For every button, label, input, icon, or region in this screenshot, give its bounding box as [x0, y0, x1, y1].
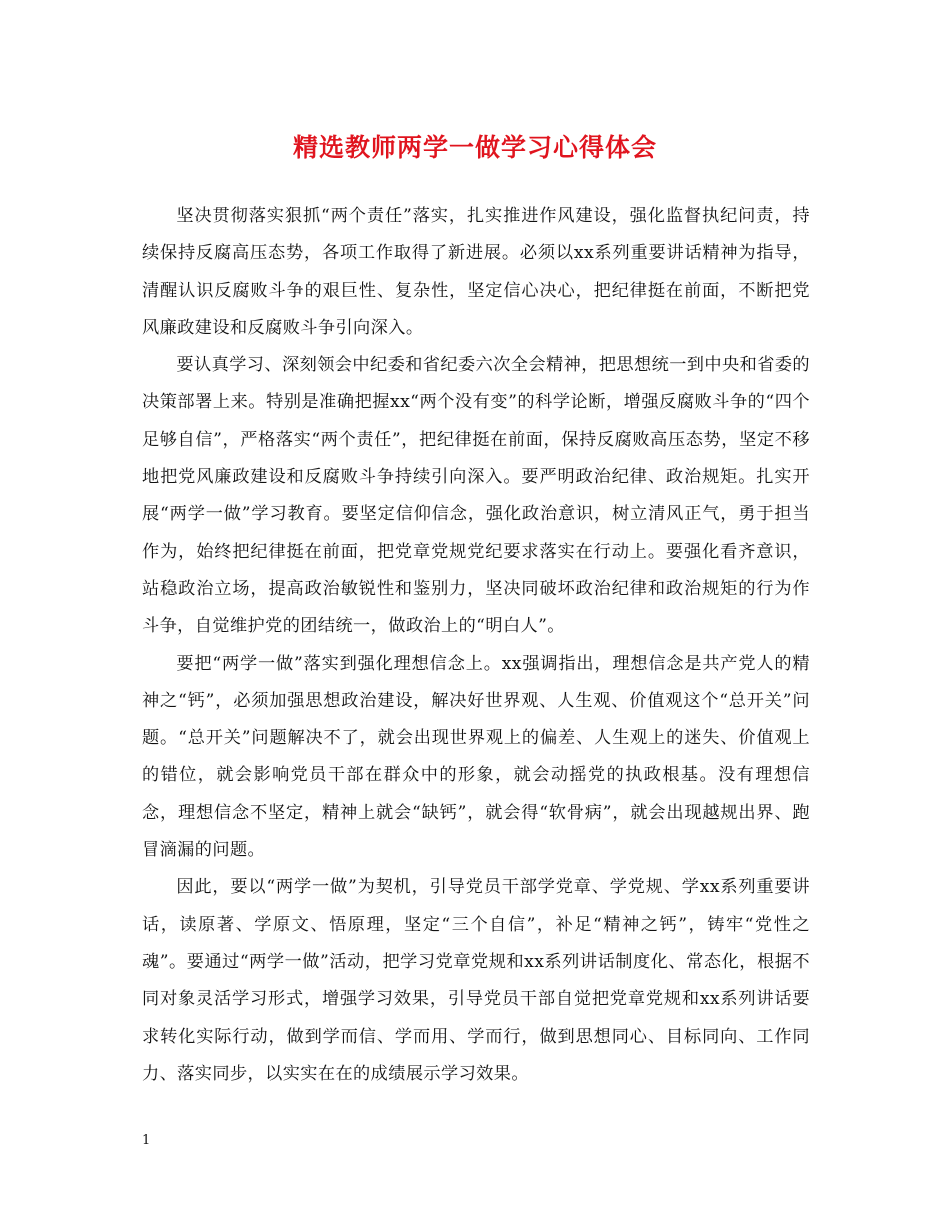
paragraph-2: 要认真学习、深刻领会中纪委和省纪委六次全会精神，把思想统一到中央和省委的决策部署上来。特别是准确把握xx“两个没有变”的科学论断，增强反腐败斗争的“四个足够自信”，严格落实“两个责任”，把纪律挺在前面，保持反腐败高压态势，坚定不移地把党风廉政建设和反腐败斗争持续引向深入。要严明政治纪律、政治规矩。扎实开展“两学一做”学习教育。要坚定信仰信念，强化政治意识，树立清风正气，勇于担当作为，始终把纪律挺在前面，把党章党规党纪要求落实在行动上。要强化看齐意识，站稳政治立场，提高政治敏锐性和鉴别力，坚决同破坏政治纪律和政治规矩的行为作斗争，自觉维护党的团结统一，做政治上的“明白人”。 [142, 355, 810, 637]
paragraph-3: 要把“两学一做”落实到强化理想信念上。xx强调指出，理想信念是共产党人的精神之“钙”，必须加强思想政治建设，解决好世界观、人生观、价值观这个“总开关”问题。“总开关”问题解决不了，就会出现世界观上的偏差、人生观上的迷失、价值观上的错位，就会影响党员干部在群众中的形象，就会动摇党的执政根基。没有理想信念，理想信念不坚定，精神上就会“缺钙”，就会得“软骨病”，就会出现越规出界、跑冒滴漏的问题。 [142, 653, 810, 861]
document-title: 精选教师两学一做学习心得体会 [292, 133, 657, 162]
paragraph-4: 因此，要以“两学一做”为契机，引导党员干部学党章、学党规、学xx系列重要讲话，读原著、学原文、悟原理，坚定“三个自信”，补足“精神之钙”，铸牢“党性之魂”。要通过“两学一做”活动，把学习党章党规和xx系列讲话制度化、常态化，根据不同对象灵活学习形式，增强学习效果，引导党员干部自觉把党章党规和xx系列讲话要求转化实际行动，做到学而信、学而用、学而行，做到思想同心、目标同向、工作同力、落实同步，以实实在在的成绩展示学习效果。 [142, 877, 810, 1084]
page-number: 1 [142, 1133, 151, 1148]
document-body [142, 198, 810, 1093]
paragraph-1: 坚决贯彻落实狠抓“两个责任”落实，扎实推进作风建设，强化监督执纪问责，持续保持反腐高压态势，各项工作取得了新进展。必须以xx系列重要讲话精神为指导，清醒认识反腐败斗争的艰巨性、复杂性，坚定信心决心，把纪律挺在前面，不断把党风廉政建设和反腐败斗争引向深入。 [142, 206, 810, 338]
